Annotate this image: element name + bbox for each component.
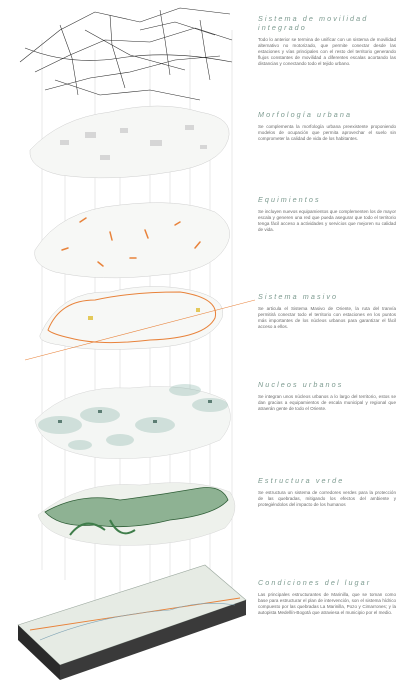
layer-mass-transit (25, 286, 255, 360)
panel-nucleos (258, 380, 396, 412)
panel-equipamientos (258, 195, 396, 233)
panel-text: Se complementa la morfología urbana preexistente proponiendo modelos de ocupación que permita aprovechar el suelo sin comprometer la calidad de vida de los habitantes. (258, 124, 396, 142)
panel-title: Equimientos (258, 195, 321, 204)
panel-text: Se incluyen nuevos equipamientos que complementen los de mayor escala y generen una red que pueda asegurar que todo el territorio tenga fácil acceso a actividades y servicios que mejoren su calidad de vida. (258, 209, 396, 233)
panel-text: Se articula el Sistema Masivo de Oriente, la ruta del tranvía permitirá conectar todo el territorio con estaciones en los puntos más importantes de los núcleos urbanos para garantizar el fácil acceso a ellos. (258, 306, 396, 330)
panel-text: Todo lo anterior se termina de unificar con un sistema de movilidad alternativo no motorizado, que permite conectar desde las estaciones y vías principales con el resto del territorio generando flujos constantes de movilidad a diferentes escalas acortando las distancias y conectando todo el tejido urbano. (258, 37, 396, 67)
panel-text: Se estructura un sistema de corredores verdes para la protección de las quebradas, mitigando los efectos del ambiente y protegiéndolos del impacto de los humanos (258, 490, 396, 508)
panel-text: Se integran unos núcleos urbanos a lo largo del territorio, estos se dan gracias a equipamientos de escala municipal y regional que atraerán gente de todo el Oriente. (258, 394, 396, 412)
layer-mobility-network (20, 8, 232, 100)
panel-movilidad (258, 14, 396, 67)
layer-green-structure (38, 483, 235, 546)
panel-title: Nucleos urbanos (258, 380, 344, 389)
layer-urban-morphology (30, 106, 229, 178)
panel-title: Condiciones del lugar (258, 578, 372, 587)
panel-verde (258, 476, 396, 508)
panel-title: Sistema de movilidad integrado (258, 14, 369, 32)
panel-masivo (258, 292, 396, 330)
layer-urban-nuclei (35, 384, 230, 459)
panel-condiciones (258, 578, 396, 616)
panel-morfologia (258, 110, 396, 142)
panel-title: Estructura verde (258, 476, 345, 485)
layer-site-conditions (18, 565, 246, 680)
layer-equipment (35, 203, 230, 278)
panel-title: Morfología urbana (258, 110, 353, 119)
panel-text: Las principales estructurantes de Marinilla, que se toman como base para estructurar el plan de intervención, son el sistema hídrico compuesto por las quebradas La Marinilla, Pozo y Cimarrones; y la autopista Medellín-Bogotá que atraviesa el municipio por el medio. (258, 592, 396, 616)
panel-title: Sistema masivo (258, 292, 339, 301)
